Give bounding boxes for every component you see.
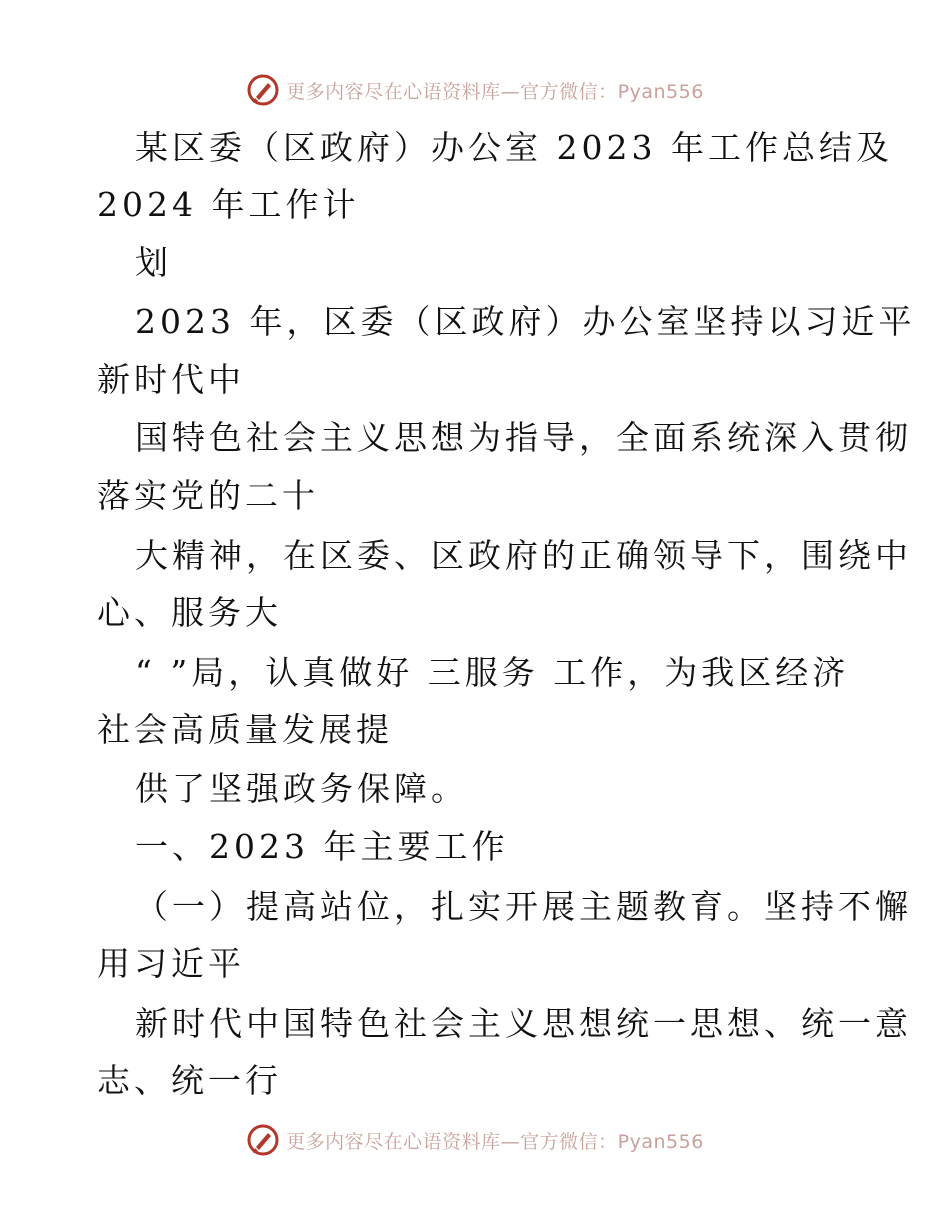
paragraph-line: 新时代中国特色社会主义思想统一思想、统一意 bbox=[135, 1004, 912, 1043]
watermark-text: 更多内容尽在心语资料库—官方微信：Pyan556 bbox=[286, 1130, 704, 1153]
paragraph-line: “ ”局，认真做好 三服务 工作，为我区经济 bbox=[135, 653, 850, 692]
fountain-pen-seal-icon bbox=[246, 1123, 280, 1157]
paragraph-line: 新时代中 bbox=[97, 360, 245, 399]
paragraph-line: 社会高质量发展提 bbox=[97, 710, 393, 749]
paragraph-line: 志、统一行 bbox=[97, 1061, 282, 1100]
paragraph-line: （一）提高站位，扎实开展主题教育。坚持不懈 bbox=[135, 887, 912, 926]
paragraph-line: 用习近平 bbox=[97, 944, 245, 983]
footer-watermark bbox=[0, 1120, 950, 1160]
title-line-3: 划 bbox=[135, 243, 172, 282]
paragraph-line: 供了坚强政务保障。 bbox=[135, 769, 468, 808]
paragraph-line: 国特色社会主义思想为指导，全面系统深入贯彻 bbox=[135, 418, 912, 457]
paragraph-line: 大精神，在区委、区政府的正确领导下，围绕中 bbox=[135, 536, 912, 575]
watermark-text: 更多内容尽在心语资料库—官方微信：Pyan556 bbox=[286, 80, 704, 103]
paragraph-line: 2023 年，区委（区政府）办公室坚持以习近平 bbox=[135, 302, 916, 341]
fountain-pen-seal-icon bbox=[246, 73, 280, 107]
header-watermark bbox=[0, 70, 950, 110]
title-line-1: 某区委（区政府）办公室 2023 年工作总结及 bbox=[135, 128, 893, 167]
title-line-2: 2024 年工作计 bbox=[97, 185, 360, 224]
paragraph-line: 落实党的二十 bbox=[97, 476, 319, 515]
section-heading: 一、2023 年主要工作 bbox=[135, 827, 509, 866]
paragraph-line: 心、服务大 bbox=[97, 593, 282, 632]
